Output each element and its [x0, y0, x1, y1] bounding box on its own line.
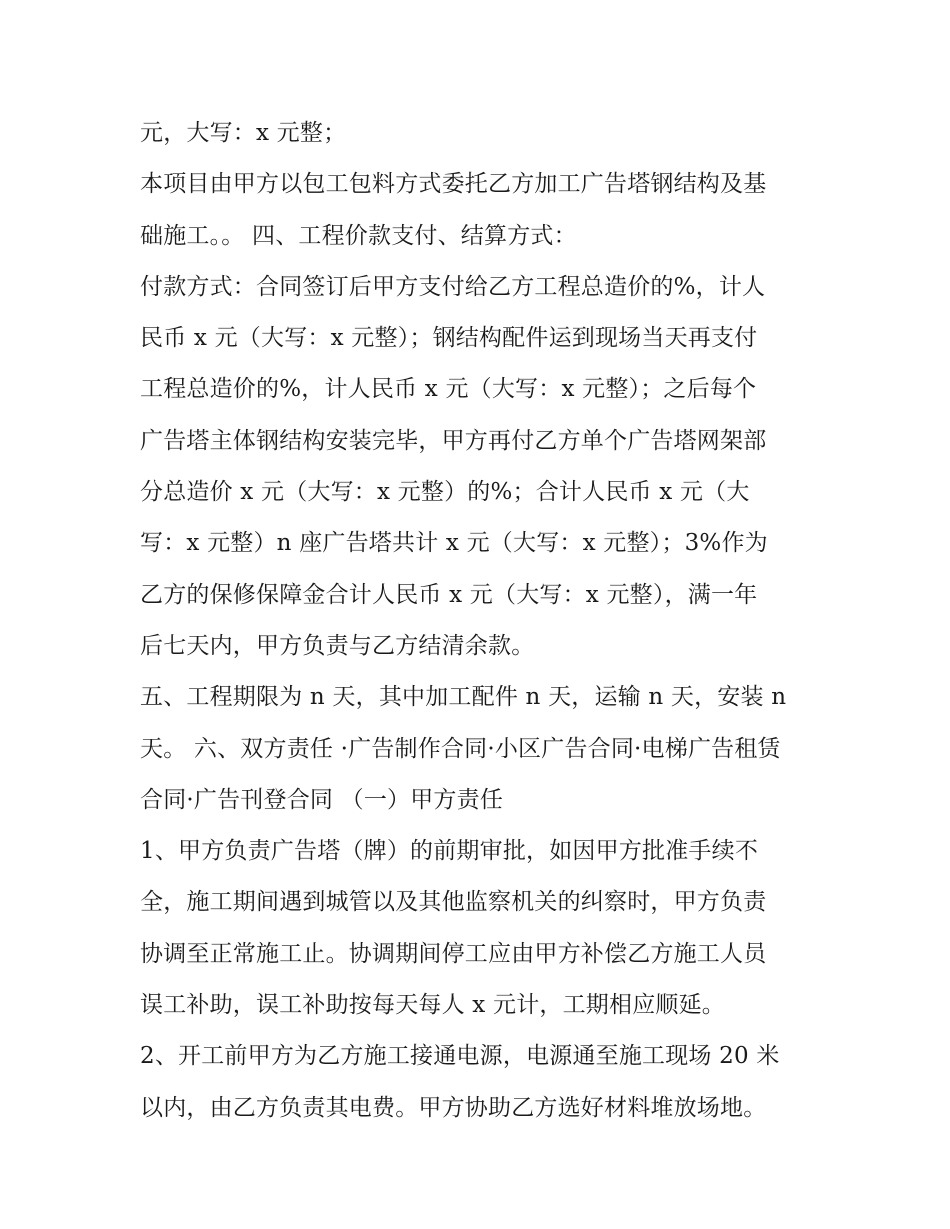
text-line: 工程总造价的%，计人民币 x 元（大写：x 元整）；之后每个 — [140, 376, 757, 403]
text-line: 以内，由乙方负责其电费。甲方协助乙方选好材料堆放场地。 — [140, 1094, 767, 1121]
text-line: 写：x 元整）n 座广告塔共计 x 元（大写：x 元整）；3%作为 — [140, 530, 768, 557]
text-line: 五、工程期限为 n 天，其中加工配件 n 天，运输 n 天，安装 n — [140, 684, 787, 711]
text-line: 元，大写：x 元整； — [140, 120, 347, 146]
text-line: 协调至正常施工止。协调期间停工应由甲方补偿乙方施工人员 — [140, 940, 767, 967]
text-line: 乙方的保修保障金合计人民币 x 元（大写：x 元整），满一年 — [140, 581, 758, 608]
text-line: 误工补助，误工补助按每天每人 x 元计，工期相应顺延。 — [140, 992, 725, 1019]
text-line: 1、甲方负责广告塔（牌）的前期审批，如因甲方批准手续不 — [140, 838, 759, 865]
text-line: 分总造价 x 元（大写：x 元整）的%；合计人民币 x 元（大 — [140, 479, 750, 506]
text-line: 付款方式：合同签订后甲方支付给乙方工程总造价的%，计人 — [140, 273, 766, 300]
text-line: 2、开工前甲方为乙方施工接通电源，电源通至施工现场 20 米 — [140, 1043, 780, 1070]
text-line: 全，施工期间遇到城管以及其他监察机关的纠察时，甲方负责 — [140, 889, 767, 916]
text-line: 础施工。。 四、工程价款支付、结算方式： — [140, 222, 577, 249]
text-line: 广告塔主体钢结构安装完毕，甲方再付乙方单个广告塔网架部 — [140, 427, 767, 454]
text-line: 合同·广告刊登合同 （一）甲方责任 — [140, 786, 504, 813]
text-line: 民币 x 元（大写：x 元整）；钢结构配件运到现场当天再支付 — [140, 325, 758, 352]
text-line: 天。 六、双方责任 ·广告制作合同·小区广告合同·电梯广告租赁 — [140, 735, 781, 762]
text-line: 本项目由甲方以包工包料方式委托乙方加工广告塔钢结构及基 — [140, 171, 767, 198]
document-body — [140, 108, 820, 1134]
text-line: 后七天内，甲方负责与乙方结清余款。 — [140, 632, 535, 659]
